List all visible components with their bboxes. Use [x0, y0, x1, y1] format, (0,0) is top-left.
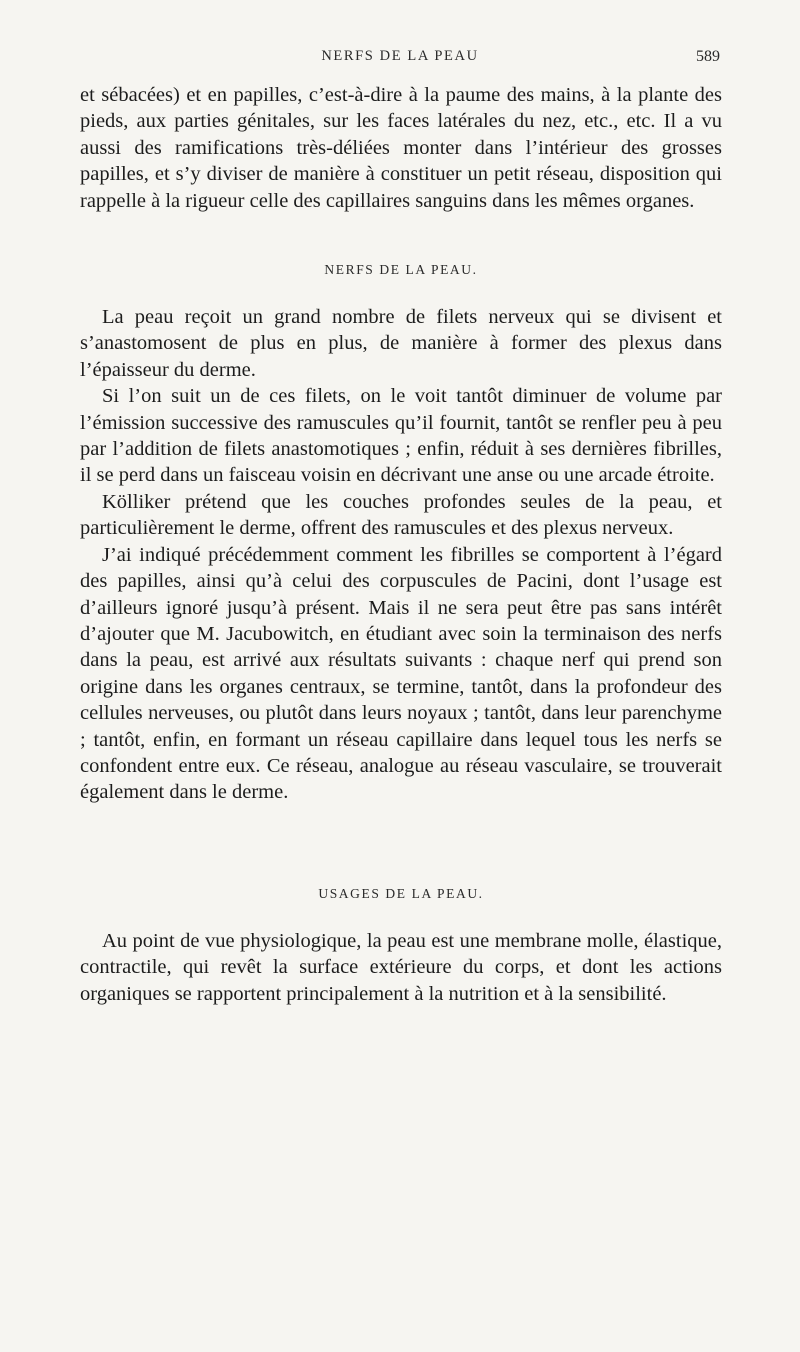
body-text [80, 82, 722, 1007]
paragraph-physiologie: Au point de vue physiologique, la peau est une membrane molle, élastique, contractile, qui revêt la surface extérieure du corps, et dont les actions organiques se rapportent principalement à la nutrition et à la sensibilité. [80, 929, 722, 1005]
paragraph-jacubowitch: J’ai indiqué précédemment comment les fibrilles se comportent à l’égard des papilles, ainsi qu’à celui des corpuscules de Pacini, dont l’usage est d’ailleurs ignoré jusqu’à présent. Mais il ne sera peut être pas sans intérêt d’ajouter que M. Jacubowitch, en étudiant avec soin la terminaison des nerfs dans la peau, est arrivé aux résultats suivants : chaque nerf qui prend son origine dans les organes centraux, se termine, tantôt, dans la profondeur des cellules nerveuses, ou plutôt dans leurs noyaux ; tantôt, dans leur parenchyme ; tantôt, enfin, en formant un réseau capillaire dans lequel tous les nerfs se confondent entre eux. Ce réseau, analogue au réseau vasculaire, se trouverait également dans le derme. [80, 543, 722, 804]
section-heading-nerfs: NERFS DE LA PEAU. [324, 262, 478, 278]
page-number: 589 [696, 48, 720, 65]
section-heading-usages: USAGES DE LA PEAU. [318, 885, 484, 901]
running-head [80, 48, 720, 74]
paragraph-kolliker: Kölliker prétend que les couches profondes seules de la peau, et particulièrement le derme, offrent des ramuscules et des plexus nerveux. [80, 490, 722, 540]
paragraph-filets-suivi: Si l’on suit un de ces filets, on le voit tantôt diminuer de volume par l’émission successive des ramuscules qu’il fournit, tantôt se renfler peu à peu par l’addition de filets anastomotiques ; enfin, réduit à ses dernières fibrilles, il se perd dans un faisceau voisin en décrivant une anse ou une arcade étroite. [80, 385, 722, 487]
running-title: NERFS DE LA PEAU [321, 48, 479, 64]
paragraph-continued: et sébacées) et en papilles, c’est-à-dire à la paume des mains, à la plante des pieds, aux parties génitales, sur les faces latérales du nez, etc., etc. Il a vu aussi des ramifications très-déliées monter dans l’intérieur des grosses papilles, et s’y diviser de manière à constituer un petit réseau, disposition qui rappelle à la rigueur celle des capillaires sanguins dans les mêmes organes. [80, 84, 722, 212]
paragraph-peau-filets: La peau reçoit un grand nombre de filets nerveux qui se divisent et s’anastomosent de plus en plus, de manière à former des plexus dans l’épaisseur du derme. [80, 306, 722, 381]
